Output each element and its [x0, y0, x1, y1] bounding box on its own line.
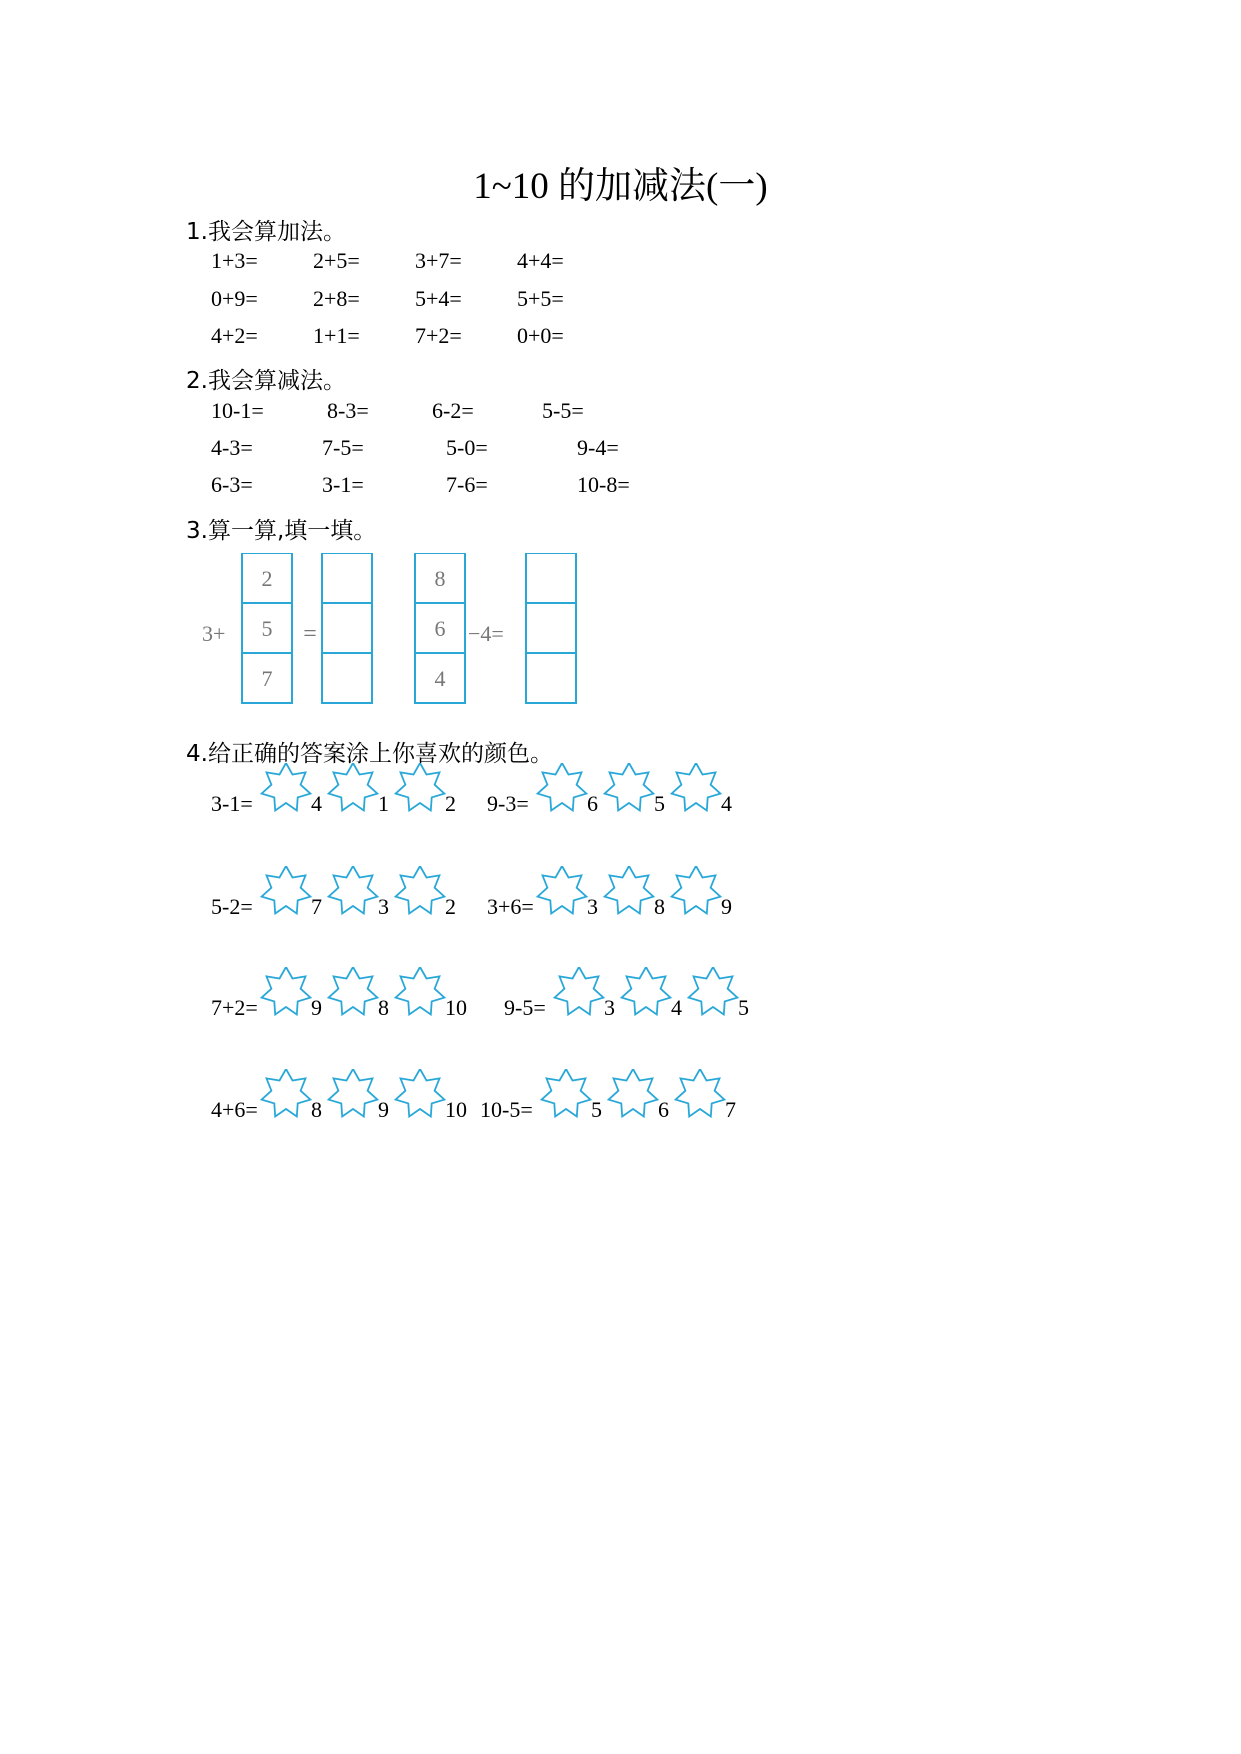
answer-star[interactable]: [602, 866, 656, 916]
answer-star[interactable]: [393, 866, 447, 916]
right-answer-box-2[interactable]: [526, 603, 576, 653]
answer-star[interactable]: [259, 1069, 313, 1119]
answer-star-shape: [555, 967, 604, 1015]
answer-option[interactable]: 2: [445, 791, 456, 816]
answer-option[interactable]: 2: [445, 894, 456, 919]
answer-star-shape: [538, 763, 587, 811]
answer-star-shape: [605, 763, 654, 811]
answer-star[interactable]: [535, 763, 589, 813]
answer-star[interactable]: [606, 1069, 660, 1119]
left-number-3: 7: [261, 666, 273, 691]
answer-star-shape: [542, 1069, 591, 1117]
answer-star-shape: [262, 763, 311, 811]
answer-option[interactable]: 4: [671, 995, 682, 1020]
answer-star-shape: [672, 866, 721, 914]
fill-in-boxes-svg: [200, 553, 600, 713]
answer-star[interactable]: [535, 866, 589, 916]
answer-option[interactable]: 1: [378, 791, 389, 816]
answer-option[interactable]: 3: [604, 995, 615, 1020]
answer-option[interactable]: 4: [721, 791, 732, 816]
s2-problem: 7-6=: [446, 472, 488, 497]
answer-star-shape: [396, 1069, 445, 1117]
answer-star[interactable]: [686, 967, 740, 1017]
answer-star-shape: [396, 967, 445, 1015]
answer-option[interactable]: 7: [725, 1097, 736, 1122]
answer-star-shape: [329, 866, 378, 914]
answer-option[interactable]: 3: [587, 894, 598, 919]
answer-option[interactable]: 10: [445, 1097, 467, 1122]
left-number-2: 5: [261, 616, 273, 641]
answer-option[interactable]: 9: [721, 894, 732, 919]
s2-problem: 6-3=: [211, 472, 253, 497]
answer-star-shape: [538, 866, 587, 914]
s2-problem: 3-1=: [322, 472, 364, 497]
s1-problem: 0+9=: [211, 286, 258, 311]
right-answer-box-1[interactable]: [526, 553, 576, 603]
left-answer-box-3[interactable]: [322, 653, 372, 703]
answer-option[interactable]: 8: [378, 995, 389, 1020]
answer-star-shape: [262, 866, 311, 914]
answer-option[interactable]: 6: [658, 1097, 669, 1122]
answer-star-shape: [622, 967, 671, 1015]
right-number-2: 6: [434, 616, 446, 641]
answer-star-shape: [329, 763, 378, 811]
answer-option[interactable]: 10: [445, 995, 467, 1020]
answer-star[interactable]: [552, 967, 606, 1017]
left-answer-box-2[interactable]: [322, 603, 372, 653]
left-number-1: 2: [261, 566, 273, 591]
s2-problem: 9-4=: [577, 435, 619, 460]
answer-star[interactable]: [669, 866, 723, 916]
color-question: 4+6=: [211, 1097, 258, 1122]
s1-problem: 1+1=: [313, 323, 360, 348]
answer-option[interactable]: 9: [311, 995, 322, 1020]
answer-star[interactable]: [326, 967, 380, 1017]
color-question: 3-1=: [211, 791, 253, 816]
answer-star-shape: [329, 1069, 378, 1117]
color-question: 3+6=: [487, 894, 534, 919]
left-answer-box-1[interactable]: [322, 553, 372, 603]
s2-problem: 8-3=: [327, 398, 369, 423]
s2-problem: 4-3=: [211, 435, 253, 460]
right-suffix-text: −4=: [468, 621, 504, 646]
answer-star-shape: [609, 1069, 658, 1117]
s2-problem: 7-5=: [322, 435, 364, 460]
s1-problem: 4+2=: [211, 323, 258, 348]
s1-problem: 4+4=: [517, 248, 564, 273]
answer-star[interactable]: [602, 763, 656, 813]
answer-star-shape: [689, 967, 738, 1015]
s1-problem: 0+0=: [517, 323, 564, 348]
answer-star[interactable]: [393, 1069, 447, 1119]
answer-option[interactable]: 9: [378, 1097, 389, 1122]
color-question: 10-5=: [480, 1097, 533, 1122]
s2-problem: 6-2=: [432, 398, 474, 423]
right-answer-box-3[interactable]: [526, 653, 576, 703]
answer-option[interactable]: 4: [311, 791, 322, 816]
s1-problem: 5+5=: [517, 286, 564, 311]
answer-option[interactable]: 6: [587, 791, 598, 816]
s2-problem: 10-8=: [577, 472, 630, 497]
answer-star[interactable]: [326, 866, 380, 916]
fill-in-figure: [200, 553, 600, 713]
color-question: 9-3=: [487, 791, 529, 816]
answer-star[interactable]: [539, 1069, 593, 1119]
answer-star-shape: [676, 1069, 725, 1117]
answer-star-shape: [329, 967, 378, 1015]
s1-problem: 5+4=: [415, 286, 462, 311]
answer-star[interactable]: [326, 763, 380, 813]
right-number-1: 8: [434, 566, 446, 591]
s1-problem: 2+8=: [313, 286, 360, 311]
s1-problem: 7+2=: [415, 323, 462, 348]
answer-star-shape: [262, 1069, 311, 1117]
answer-option[interactable]: 5: [738, 995, 749, 1020]
answer-option[interactable]: 5: [654, 791, 665, 816]
answer-star-shape: [396, 866, 445, 914]
page-title: 1~10 的加减法(一): [473, 166, 768, 207]
left-prefix-text: 3+: [202, 621, 226, 646]
answer-star-shape: [672, 763, 721, 811]
answer-star[interactable]: [326, 1069, 380, 1119]
answer-star[interactable]: [673, 1069, 727, 1119]
answer-star[interactable]: [393, 967, 447, 1017]
answer-option[interactable]: 3: [378, 894, 389, 919]
color-question: 7+2=: [211, 995, 258, 1020]
right-number-3: 4: [434, 666, 446, 691]
s1-problem: 1+3=: [211, 248, 258, 273]
answer-option[interactable]: 8: [311, 1097, 322, 1122]
answer-option[interactable]: 5: [591, 1097, 602, 1122]
section-4-heading: 4.给正确的答案涂上你喜欢的颜色。: [186, 741, 553, 767]
answer-star-shape: [396, 763, 445, 811]
s1-problem: 2+5=: [313, 248, 360, 273]
answer-star[interactable]: [259, 866, 313, 916]
section-3-heading: 3.算一算,填一填。: [186, 518, 377, 544]
answer-star[interactable]: [619, 967, 673, 1017]
answer-star[interactable]: [259, 763, 313, 813]
answer-star-shape: [262, 967, 311, 1015]
answer-star[interactable]: [259, 967, 313, 1017]
answer-star[interactable]: [669, 763, 723, 813]
section-2-heading: 2.我会算减法。: [186, 368, 346, 394]
s1-problem: 3+7=: [415, 248, 462, 273]
answer-star-shape: [605, 866, 654, 914]
section-1-heading: 1.我会算加法。: [186, 219, 346, 245]
s2-problem: 5-5=: [542, 398, 584, 423]
equals-sign: =: [303, 621, 317, 647]
color-question: 9-5=: [504, 995, 546, 1020]
answer-star[interactable]: [393, 763, 447, 813]
color-question: 5-2=: [211, 894, 253, 919]
answer-option[interactable]: 7: [311, 894, 322, 919]
s2-problem: 5-0=: [446, 435, 488, 460]
answer-option[interactable]: 8: [654, 894, 665, 919]
s2-problem: 10-1=: [211, 398, 264, 423]
